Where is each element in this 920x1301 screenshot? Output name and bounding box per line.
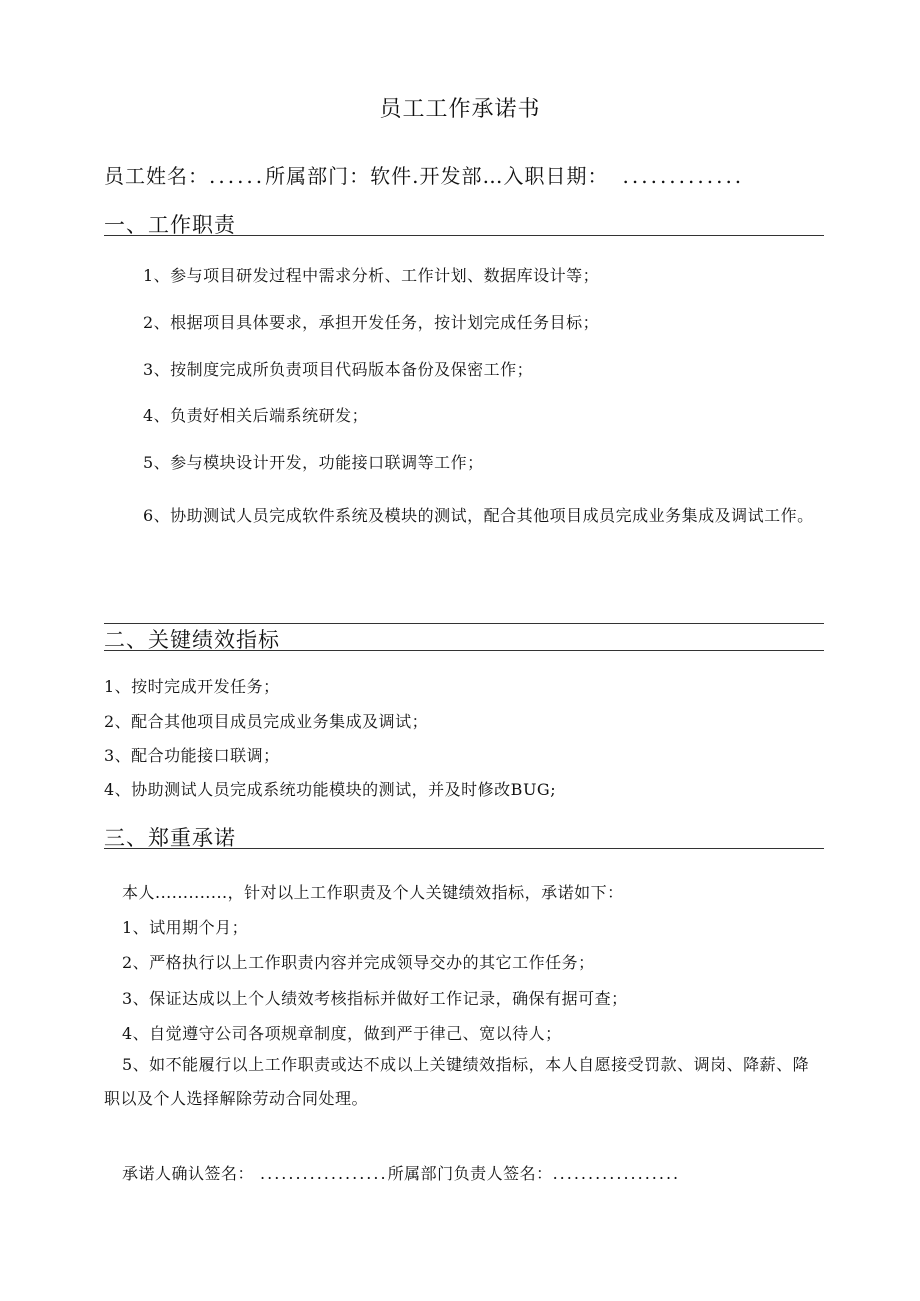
date-value[interactable]: ............. (622, 164, 745, 188)
promiser-label: 承诺人确认签名： (122, 1164, 255, 1183)
dept-value[interactable]: 软件.开发部… (370, 164, 504, 188)
dept-label: 所属部门： (265, 164, 371, 188)
section3-intro: 本人.............，针对以上工作职责及个人关键绩效指标，承诺如下： (122, 883, 624, 902)
section2-item-2: 2、配合其他项目成员完成业务集成及调试； (104, 712, 429, 731)
employee-info-line (104, 160, 744, 189)
signature-line (122, 1161, 680, 1184)
name-value[interactable]: ...... (209, 164, 266, 188)
promiser-signature-field[interactable]: .................. (260, 1164, 388, 1183)
section3-item-1: 1、试用期个月； (122, 918, 249, 937)
manager-signature-field[interactable]: .................. (552, 1164, 681, 1183)
name-label: 员工姓名： (104, 164, 209, 188)
section2-item-1: 1、按时完成开发任务； (104, 677, 280, 696)
section1-item-4: 4、负责好相关后端系统研发； (143, 406, 369, 425)
section1-item-3: 3、按制度完成所负责项目代码版本备份及保密工作； (143, 360, 534, 379)
section1-rule (104, 235, 824, 236)
date-label: 入职日期： (503, 164, 609, 188)
section1-item-2: 2、根据项目具体要求，承担开发任务，按计划完成任务目标； (143, 313, 600, 332)
section2-heading: 二、关键绩效指标 (104, 628, 280, 652)
section3-item-4: 4、自觉遵守公司各项规章制度，做到严于律己、宽以待人； (122, 1024, 562, 1043)
section1-item-6: 6、协助测试人员完成软件系统及模块的测试，配合其他项目成员完成业务集成及调试工作。 (143, 506, 814, 525)
manager-label: 所属部门负责人签名： (387, 1164, 553, 1183)
section3-item-2: 2、严格执行以上工作职责内容并完成领导交办的其它工作任务； (122, 953, 595, 972)
section1-heading: 一、工作职责 (104, 213, 236, 237)
document-title: 员工工作承诺书 (379, 97, 541, 122)
section3-item-5: 5、如不能履行以上工作职责或达不成以上关键绩效指标，本人自愿接受罚款、调岗、降薪、降职以及个人选择解除劳动合同处理。 (104, 1055, 810, 1108)
section3-rule (104, 848, 824, 849)
section1-item-5: 5、参与模块设计开发，功能接口联调等工作； (143, 453, 484, 472)
section3-item-3: 3、保证达成以上个人绩效考核指标并做好工作记录，确保有据可查； (122, 989, 628, 1008)
section2-item-4: 4、协助测试人员完成系统功能模块的测试，并及时修改BUG; (104, 780, 557, 799)
section1-item-1: 1、参与项目研发过程中需求分析、工作计划、数据库设计等； (143, 266, 600, 285)
section2-rule (104, 650, 824, 651)
section2-item-3: 3、配合功能接口联调； (104, 746, 280, 765)
section3-heading: 三、郑重承诺 (104, 826, 236, 850)
